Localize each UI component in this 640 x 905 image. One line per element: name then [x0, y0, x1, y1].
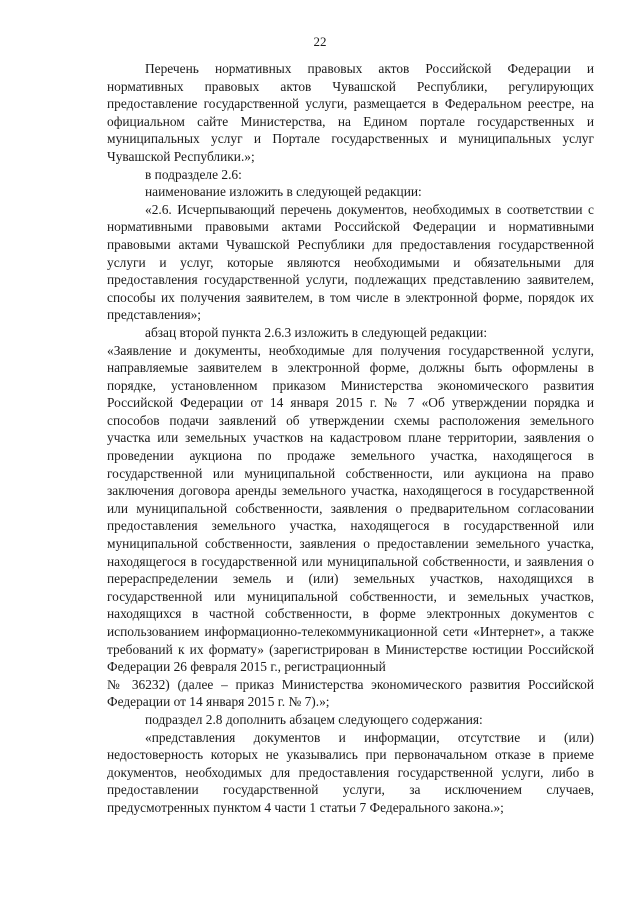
paragraph-2-6-text: «2.6. Исчерпывающий перечень документов, необходимых в соответствии с нормативными правовыми актами Российской Федерации и нормативными правовыми актами Чувашской Республики для предоставления государственной услуги и услуг, которые являются необходимыми и обязательными для предоставления государственной услуги, подлежащих представлению заявителем, способы их получения заявителем, в том числе в электронной форме, порядок их представления»;: [107, 201, 594, 323]
paragraph-subsection-2-8: подраздел 2.8 дополнить абзацем следующего содержания:: [145, 711, 483, 727]
page-number: 22: [313, 34, 327, 49]
paragraph-2-6-3-instruction: абзац второй пункта 2.6.3 изложить в следующей редакции:: [145, 324, 488, 340]
paragraph-title-change: наименование изложить в следующей редакции:: [145, 184, 422, 200]
paragraph-regulations-list: Перечень нормативных правовых актов Российской Федерации и нормативных правовых актов Чувашской Республики, регулирующих предоставление государственной услуги, размещается в Федеральном реестре, на официальном сайте Министерства, на Едином портале государственных и муниципальных услуг и Портале государственных и муниципальных услуг Чувашской Республики.»;: [107, 61, 594, 164]
paragraph-registration-number: № 36232) (далее – приказ Министерства экономического развития Российской Федерации от 14 января 2015 г. № 7).»;: [107, 676, 594, 710]
paragraph-subsection-2-6: в подразделе 2.6:: [145, 166, 242, 182]
document-body: [107, 60, 594, 817]
paragraph-electronic-application: «Заявление и документы, необходимые для получения государственной услуги, направляемые заявителем в электронной форме, должны быть оформлены в порядке, установленном приказом Министерства экономического развития Российской Федерации от 14 января 2015 г. № 7 «Об утверждении порядка и способов подачи заявлений об утверждении схемы расположения земельного участка или земельных участков на кадастровом плане территории, заявления о проведении аукциона по продаже земельного участка, находящегося в государственной или муниципальной собственности, или аукциона на право заключения договора аренды земельного участка, находящегося в государственной или муниципальной собственности, заявления о предварительном согласовании предоставления земельного участка, находящегося в государственной или муниципальной собственности, заявления о предоставлении земельного участка, находящегося в государственной или муниципальной собственности, и заявления о перераспределении земель и (или) земельных участков, находящихся в государственной или муниципальной собственности, и земельных участков, находящихся в частной собственности, в форме электронных документов с использованием информационно-телекоммуникационной сети «Интернет», а также требований к их формату» (зарегистрирован в Министерстве юстиции Российской Федерации 26 февраля 2015 г., регистрационный: [107, 342, 594, 675]
paragraph-2-8-addition: «представления документов и информации, отсутствие и (или) недостоверность которых не указывались при первоначальном отказе в приеме документов, необходимых для предоставления государственной услуги, либо в предоставлении государственной услуги, за исключением случаев, предусмотренных пунктом 4 части 1 статьи 7 Федерального закона.»;: [107, 729, 594, 815]
